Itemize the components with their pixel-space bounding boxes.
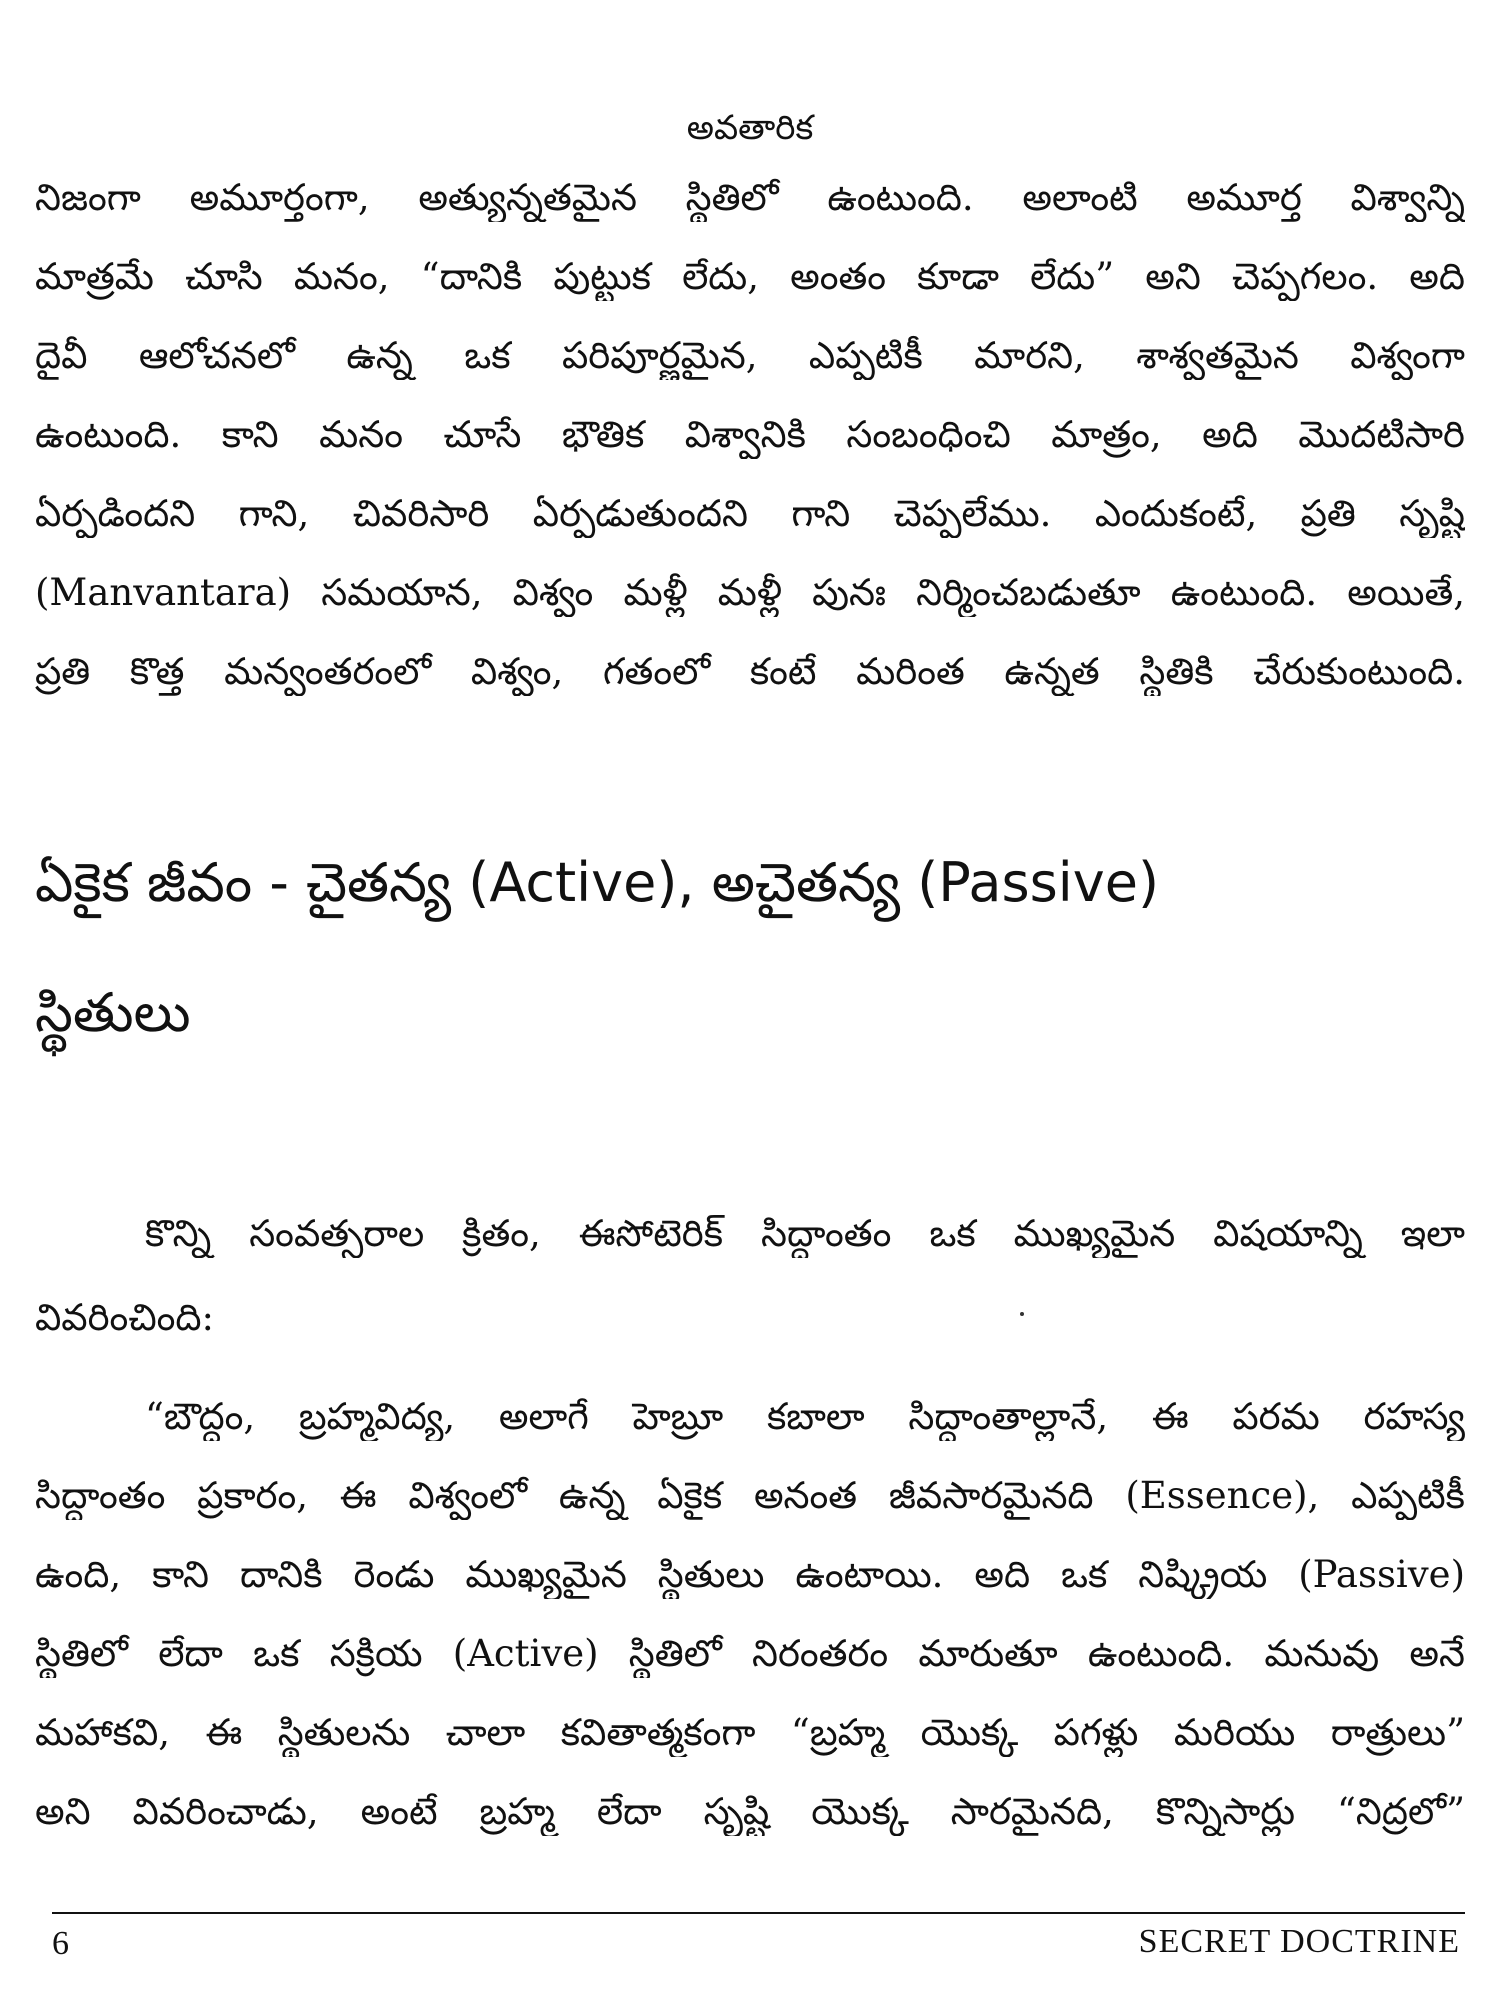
paragraph2-line-2: వివరించింది: (35, 1296, 215, 1339)
section-heading-line-2: స్థితులు (35, 981, 191, 1044)
paragraph1-line-6: (Manvantara) సమయాన, విశ్వం మళ్లీ మళ్లీ పునః నిర్మించబడుతూ ఉంటుంది. అయితే, (35, 571, 1465, 614)
paragraph3-line-4: స్థితిలో లేదా ఒక సక్రియ (Active) స్థితిలో నిరంతరం మారుతూ ఉంటుంది. మనువు అనే (35, 1632, 1465, 1675)
page-number: 6 (52, 1925, 69, 1962)
section-heading-line-1: ఏకైక జీవం - చైతన్య (Active), అచైతన్య (Passive) (35, 851, 1160, 914)
footer-rule (52, 1912, 1465, 1914)
paragraph1-line-7: ప్రతి కొత్త మన్వంతరంలో విశ్వం, గతంలో కంటే మరింత ఉన్నత స్థితికి చేరుకుంటుంది. (35, 650, 1465, 693)
paragraph3-line-5: మహాకవి, ఈ స్థితులను చాలా కవితాత్మకంగా “బ్రహ్మ యొక్క పగళ్లు మరియు రాత్రులు” (35, 1711, 1465, 1754)
paragraph1-line-2: మాత్రమే చూసి మనం, “దానికి పుట్టుక లేదు, అంతం కూడా లేదు” అని చెప్పగలం. అది (35, 255, 1465, 298)
book-title: SECRET DOCTRINE (1138, 1923, 1460, 1960)
running-header: అవతారిక (686, 108, 814, 148)
paragraph2-line-1: కొన్ని సంవత్సరాల క్రితం, ఈసోటెరిక్ సిద్ధాంతం ఒక ముఖ్యమైన విషయాన్ని ఇలా (145, 1212, 1465, 1255)
paragraph3-line-6: అని వివరించాడు, అంటే బ్రహ్మ లేదా సృష్టి యొక్క సారమైనది, కొన్నిసార్లు “నిద్రలో” (35, 1790, 1465, 1833)
paragraph1-line-4: ఉంటుంది. కాని మనం చూసే భౌతిక విశ్వానికి సంబంధించి మాత్రం, అది మొదటిసారి (35, 413, 1465, 456)
paragraph1-line-5: ఏర్పడిందని గాని, చివరిసారి ఏర్పడుతుందని గాని చెప్పలేము. ఎందుకంటే, ప్రతి సృష్టి (35, 492, 1465, 535)
scan-speck (1020, 1312, 1024, 1316)
paragraph3-line-3: ఉంది, కాని దానికి రెండు ముఖ్యమైన స్థితులు ఉంటాయి. అది ఒక నిష్క్రియ (Passive) (35, 1553, 1465, 1596)
paragraph3-line-1: “బౌద్ధం, బ్రహ్మవిద్య, అలాగే హెబ్రూ కబాలా సిద్ధాంతాల్లానే, ఈ పరమ రహస్య (145, 1395, 1465, 1438)
paragraph1-line-1: నిజంగా అమూర్తంగా, అత్యున్నతమైన స్థితిలో ఉంటుంది. అలాంటి అమూర్త విశ్వాన్ని (35, 176, 1465, 219)
paragraph1-line-3: దైవీ ఆలోచనలో ఉన్న ఒక పరిపూర్ణమైన, ఎప్పటికీ మారని, శాశ్వతమైన విశ్వంగా (35, 334, 1465, 377)
paragraph3-line-2: సిద్ధాంతం ప్రకారం, ఈ విశ్వంలో ఉన్న ఏకైక అనంత జీవసారమైనది (Essence), ఎప్పటికీ (35, 1474, 1465, 1517)
